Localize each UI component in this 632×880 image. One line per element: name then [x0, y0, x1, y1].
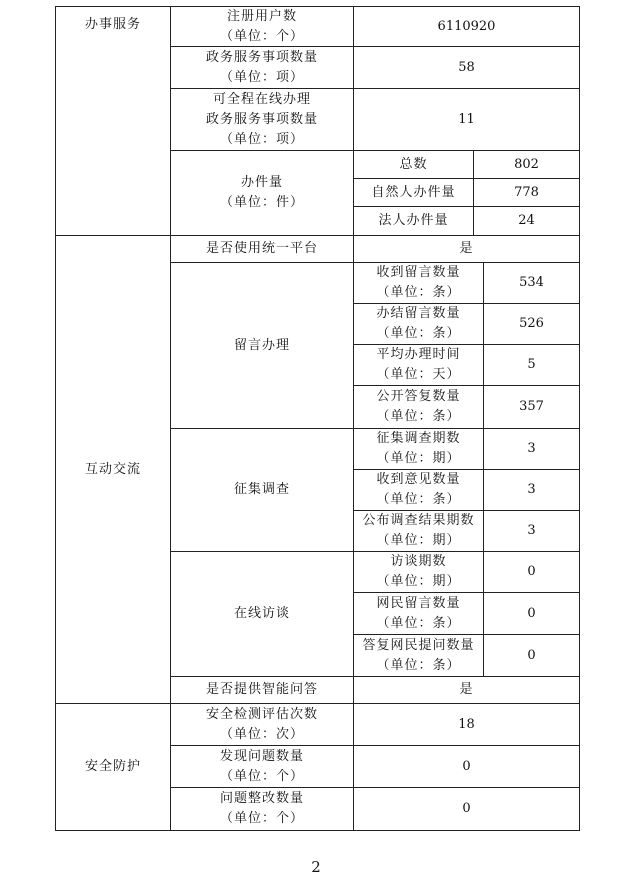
- unified-platform-label: 是否使用统一平台: [205, 241, 318, 256]
- security-checks-unit: （单位：次）: [219, 726, 304, 742]
- handling-total-value: 802: [514, 156, 539, 172]
- handling-person-value-cell: [473, 178, 580, 207]
- security-issues-value-cell: [353, 745, 580, 788]
- interview-messages-value-cell: [483, 592, 580, 635]
- interview-replies-value-cell: [483, 634, 580, 677]
- survey-opinions-label: 收到意见数量: [376, 472, 461, 487]
- survey-results-unit: （单位：期）: [376, 533, 461, 548]
- survey-opinions-value: 3: [527, 482, 536, 497]
- unified-platform-label-cell: [170, 235, 354, 263]
- interview-replies-label-cell: [353, 634, 484, 677]
- msg-closed-value: 526: [519, 316, 544, 331]
- security-fixed-value-cell: [353, 787, 580, 831]
- msg-received-value: 534: [519, 275, 544, 290]
- unified-platform-value-cell: [353, 235, 580, 263]
- survey-label-cell: [170, 428, 354, 552]
- msg-avg-time-label-cell: [353, 344, 484, 386]
- interview-periods-value: 0: [527, 564, 536, 579]
- survey-periods-value-cell: [483, 428, 580, 470]
- security-checks-label: 安全检测评估次数: [205, 706, 318, 722]
- security-fixed-label: 问题整改数量: [219, 791, 304, 806]
- msg-avg-time-label: 平均办理时间: [376, 347, 461, 362]
- survey-periods-label: 征集调查期数: [376, 431, 461, 446]
- survey-results-label: 公布调查结果期数: [362, 513, 475, 528]
- section-security-label: 安全防护: [84, 759, 141, 774]
- handling-total-value-cell: [473, 150, 580, 179]
- messages-label: 留言办理: [233, 337, 290, 353]
- section-service: [55, 6, 171, 236]
- msg-public-label: 公开答复数量: [376, 389, 461, 404]
- handling-person-label-cell: [353, 178, 474, 207]
- registered-users-unit: （单位：个）: [219, 28, 304, 44]
- survey-periods-label-cell: [353, 428, 484, 470]
- survey-results-label-cell: [353, 510, 484, 552]
- msg-received-unit: （单位：条）: [376, 285, 461, 300]
- security-checks-value-cell: [353, 703, 580, 746]
- section-service-label: 办事服务: [84, 17, 141, 32]
- handling-person-value: 778: [514, 184, 539, 200]
- registered-users-label: 注册用户数: [226, 8, 297, 24]
- online-items-value-cell: [353, 88, 580, 151]
- interview-periods-label: 访谈期数: [390, 554, 447, 569]
- msg-public-value-cell: [483, 385, 580, 429]
- page-number: 2: [311, 858, 321, 876]
- msg-public-unit: （单位：条）: [376, 409, 461, 424]
- smart-qa-label-cell: [170, 676, 354, 704]
- handling-label: 办件量: [240, 175, 283, 190]
- registered-users-value-cell: [353, 6, 580, 47]
- messages-label-cell: [170, 262, 354, 429]
- msg-received-value-cell: [483, 262, 580, 304]
- interview-periods-label-cell: [353, 551, 484, 593]
- handling-legal-label: 法人办件量: [378, 213, 449, 228]
- interview-periods-unit: （单位：期）: [376, 574, 461, 589]
- security-checks-value: 18: [458, 716, 475, 732]
- security-issues-label: 发现问题数量: [219, 748, 304, 764]
- section-security: [55, 703, 171, 831]
- handling-legal-value: 24: [518, 213, 535, 228]
- interview-messages-value: 0: [527, 605, 536, 621]
- service-items-label-cell: [170, 46, 354, 89]
- survey-periods-unit: （单位：期）: [376, 451, 461, 466]
- service-items-unit: （单位：项）: [219, 69, 304, 85]
- security-issues-unit: （单位：个）: [219, 768, 304, 784]
- msg-closed-unit: （单位：条）: [376, 326, 461, 341]
- service-items-label: 政务服务事项数量: [205, 49, 318, 65]
- survey-results-value: 3: [527, 523, 536, 538]
- interview-periods-value-cell: [483, 551, 580, 593]
- msg-closed-label-cell: [353, 303, 484, 345]
- online-items-unit: （单位：项）: [219, 131, 304, 147]
- msg-avg-time-value: 5: [527, 357, 536, 372]
- security-checks-label-cell: [170, 703, 354, 746]
- handling-person-label: 自然人办件量: [371, 184, 456, 200]
- security-fixed-label-cell: [170, 787, 354, 831]
- interview-messages-label: 网民留言数量: [376, 595, 461, 611]
- handling-legal-label-cell: [353, 206, 474, 236]
- service-items-value: 58: [458, 59, 475, 75]
- interview-label-cell: [170, 551, 354, 677]
- section-interaction: [55, 235, 171, 704]
- security-fixed-value: 0: [462, 801, 471, 816]
- smart-qa-label: 是否提供智能问答: [205, 682, 318, 697]
- msg-closed-value-cell: [483, 303, 580, 345]
- handling-total-label: 总数: [399, 156, 428, 172]
- msg-public-value: 357: [519, 399, 544, 414]
- smart-qa-value: 是: [459, 682, 474, 697]
- handling-unit: （单位：件）: [219, 195, 304, 210]
- interview-replies-value: 0: [527, 647, 536, 663]
- online-items-label-2: 政务服务事项数量: [205, 111, 318, 127]
- survey-opinions-label-cell: [353, 469, 484, 511]
- interview-replies-label: 答复网民提问数量: [362, 637, 475, 653]
- security-issues-label-cell: [170, 745, 354, 788]
- online-items-value: 11: [458, 111, 475, 127]
- msg-avg-time-unit: （单位：天）: [376, 367, 461, 382]
- section-interaction-label: 互动交流: [84, 461, 141, 477]
- survey-opinions-unit: （单位：条）: [376, 492, 461, 507]
- smart-qa-value-cell: [353, 676, 580, 704]
- survey-opinions-value-cell: [483, 469, 580, 511]
- survey-periods-value: 3: [527, 441, 536, 456]
- online-items-label-cell: [170, 88, 354, 151]
- msg-received-label: 收到留言数量: [376, 265, 461, 280]
- handling-label-cell: [170, 150, 354, 236]
- unified-platform-value: 是: [459, 241, 474, 256]
- survey-label: 征集调查: [233, 482, 290, 497]
- msg-closed-label: 办结留言数量: [376, 306, 461, 321]
- handling-total-label-cell: [353, 150, 474, 179]
- survey-results-value-cell: [483, 510, 580, 552]
- msg-avg-time-value-cell: [483, 344, 580, 386]
- interview-messages-label-cell: [353, 592, 484, 635]
- interview-label: 在线访谈: [233, 606, 290, 621]
- security-issues-value: 0: [462, 758, 471, 774]
- security-fixed-unit: （单位：个）: [219, 811, 304, 826]
- handling-legal-value-cell: [473, 206, 580, 236]
- registered-users-label-cell: [170, 6, 354, 47]
- service-items-value-cell: [353, 46, 580, 89]
- online-items-label-1: 可全程在线办理: [212, 91, 311, 107]
- msg-received-label-cell: [353, 262, 484, 304]
- msg-public-label-cell: [353, 385, 484, 429]
- interview-messages-unit: （单位：条）: [376, 615, 461, 631]
- interview-replies-unit: （单位：条）: [376, 657, 461, 673]
- registered-users-value: 6110920: [437, 18, 496, 34]
